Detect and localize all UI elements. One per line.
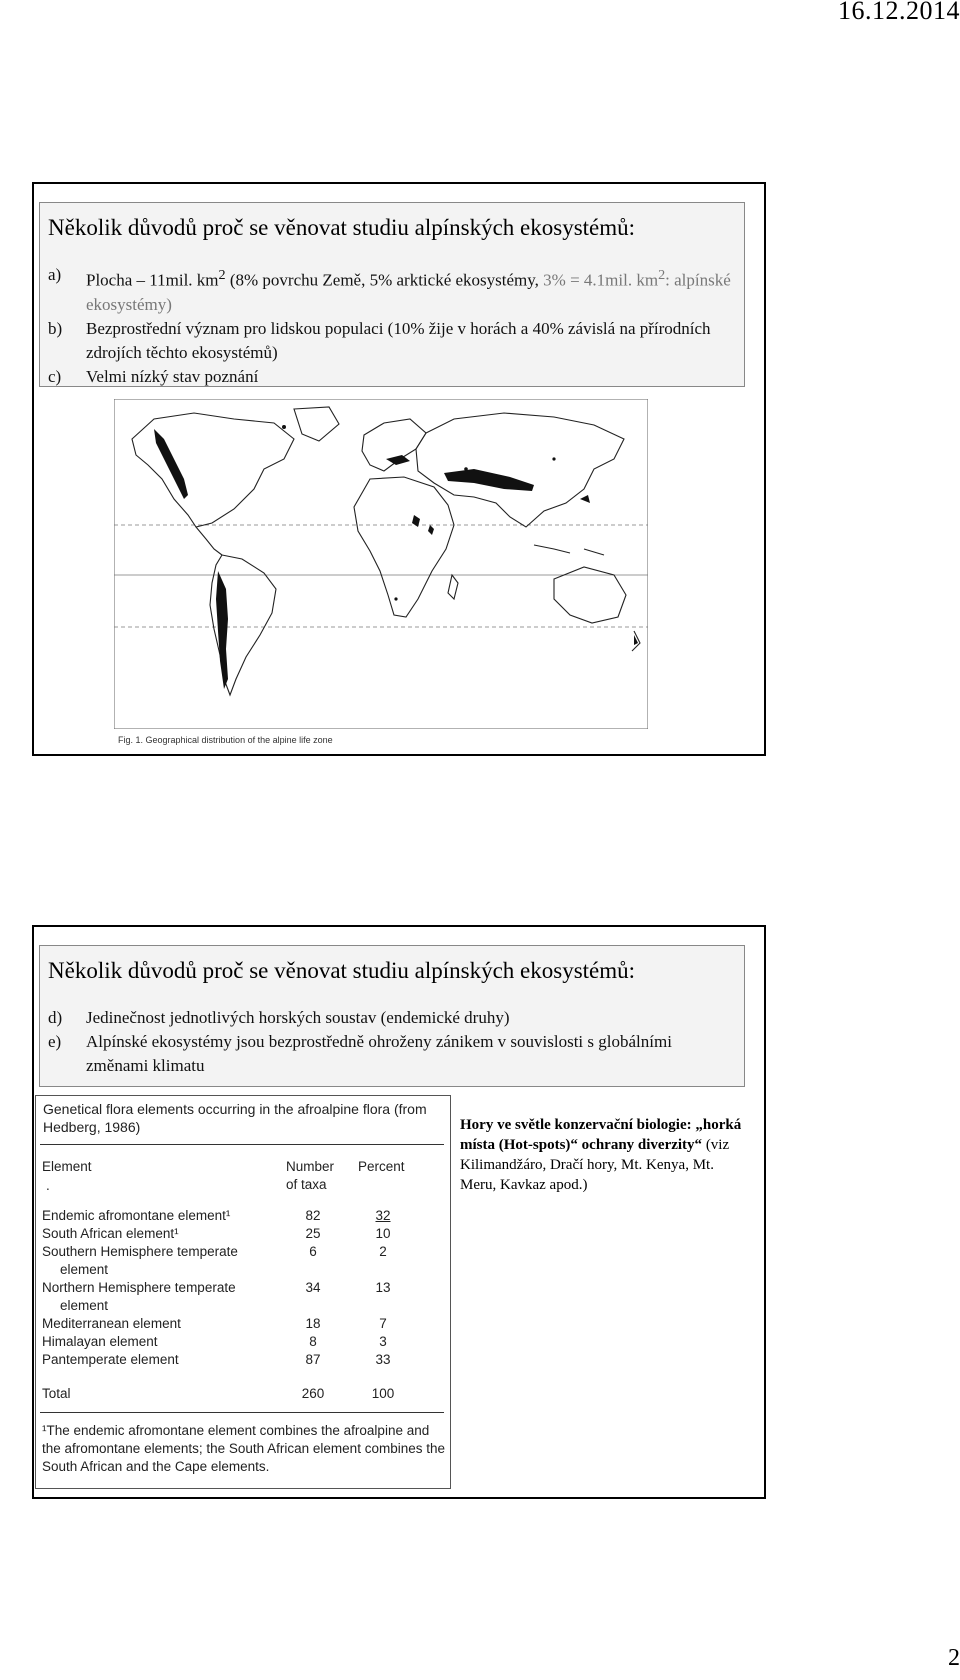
cell-percent: 7 bbox=[379, 1316, 387, 1331]
map-caption: Fig. 1. Geographical distribution of the alpine life zone bbox=[118, 735, 333, 745]
world-map-figure bbox=[114, 399, 648, 745]
table-dot: . bbox=[46, 1178, 50, 1193]
bullet-text: Alpínské ekosystémy jsou bezprostředně ohroženy zánikem v souvislosti s globálními změnami klimatu bbox=[86, 1032, 672, 1075]
bullet-a-text-end: : alpínské ekosystémy) bbox=[86, 270, 731, 314]
bullet-e bbox=[48, 1030, 736, 1078]
slide-1-text-box bbox=[39, 202, 745, 387]
table-row-continuation bbox=[40, 1262, 444, 1280]
column-header-percent: Percent bbox=[358, 1159, 405, 1174]
bullet-mark: d) bbox=[48, 1008, 63, 1027]
cell-number: 87 bbox=[305, 1352, 321, 1367]
cell-number: 18 bbox=[305, 1316, 321, 1331]
hotspots-note bbox=[460, 1115, 750, 1195]
cell-percent: 10 bbox=[375, 1226, 391, 1241]
bullet-mark: a) bbox=[48, 265, 62, 284]
superscript: 2 bbox=[218, 267, 226, 283]
superscript: 2 bbox=[658, 267, 666, 283]
flora-elements-table bbox=[35, 1095, 451, 1489]
cell-number: 34 bbox=[305, 1280, 321, 1295]
cell-element: Himalayan element bbox=[42, 1334, 158, 1349]
cell-total-percent: 100 bbox=[371, 1386, 395, 1401]
cell-percent: 33 bbox=[375, 1352, 391, 1367]
page-number: 2 bbox=[948, 1645, 960, 1671]
slide-1 bbox=[32, 182, 766, 756]
hotspots-note-text: (viz Kilimandžáro, Dračí hory, Mt. Kenya, Mt. Meru, Kavkaz apod.) bbox=[460, 1137, 730, 1193]
bullet-a-text-grey: 3% = 4.1mil. km bbox=[543, 270, 659, 290]
slide-2 bbox=[32, 925, 766, 1499]
table-footnote: ¹The endemic afromontane element combines the afroalpine and the afromontane elements; the South African element combines the South African and the Cape elements. bbox=[42, 1423, 445, 1474]
cell-number: 8 bbox=[309, 1334, 317, 1349]
bullet-b bbox=[48, 317, 736, 365]
table-total-row bbox=[40, 1386, 444, 1404]
bullet-a-text-main: Plocha – 11mil. km bbox=[86, 270, 219, 290]
bullet-a bbox=[48, 263, 736, 317]
table-row bbox=[40, 1244, 444, 1262]
cell-percent: 2 bbox=[379, 1244, 387, 1259]
cell-percent: 13 bbox=[375, 1280, 391, 1295]
hotspots-note-bold: Hory ve světle konzervační biologie: „horká místa (Hot-spots)“ ochrany diverzity“ bbox=[460, 1117, 742, 1153]
column-header-number-line2: of taxa bbox=[286, 1177, 327, 1192]
slide-2-text-box bbox=[39, 945, 745, 1087]
table-title: Genetical flora elements occurring in the afroalpine flora (from Hedberg, 1986) bbox=[43, 1101, 427, 1135]
cell-number: 6 bbox=[309, 1244, 317, 1259]
cell-element: South African element¹ bbox=[42, 1226, 179, 1241]
cell-element-line2: element bbox=[60, 1262, 109, 1277]
table-row bbox=[40, 1280, 444, 1298]
header-date: 16.12.2014 bbox=[838, 0, 960, 25]
divider bbox=[40, 1144, 444, 1145]
bullet-text bbox=[86, 263, 736, 317]
table-row bbox=[40, 1334, 444, 1352]
table-row bbox=[40, 1208, 444, 1226]
slide-1-title: Několik důvodů proč se věnovat studiu alpínských ekosystémů: bbox=[48, 215, 636, 240]
world-map-alpine-zone bbox=[114, 399, 648, 729]
bullet-text: Jedinečnost jednotlivých horských soustav (endemické druhy) bbox=[86, 1008, 510, 1027]
slide-1-bullet-list bbox=[40, 263, 744, 389]
divider bbox=[40, 1412, 444, 1413]
cell-percent: 32 bbox=[375, 1208, 391, 1223]
table-row-continuation bbox=[40, 1298, 444, 1316]
slide-2-bullet-list bbox=[40, 1006, 744, 1078]
column-header-element: Element bbox=[42, 1159, 92, 1174]
cell-number: 25 bbox=[305, 1226, 321, 1241]
cell-total-label: Total bbox=[42, 1386, 71, 1401]
bullet-text: Bezprostřední význam pro lidskou populaci (10% žije v horách a 40% závislá na přírodních zdrojích těchto ekosystémů) bbox=[86, 318, 711, 362]
column-header-number-line1: Number bbox=[286, 1159, 335, 1174]
table-row bbox=[40, 1352, 444, 1370]
bullet-c bbox=[48, 365, 736, 389]
bullet-mark: e) bbox=[48, 1032, 62, 1051]
bullet-a-text-mid: (8% povrchu Země, 5% arktické ekosystémy, bbox=[225, 270, 544, 290]
table-row bbox=[40, 1316, 444, 1334]
cell-element: Pantemperate element bbox=[42, 1352, 179, 1367]
slide-2-title: Několik důvodů proč se věnovat studiu alpínských ekosystémů: bbox=[48, 958, 636, 983]
column-header-number bbox=[286, 1158, 334, 1194]
table-row bbox=[40, 1226, 444, 1244]
cell-element-line2: element bbox=[60, 1298, 109, 1313]
bullet-text: Velmi nízký stav poznání bbox=[86, 366, 259, 386]
cell-number: 82 bbox=[305, 1208, 321, 1223]
cell-element: Northern Hemisphere temperate bbox=[42, 1280, 236, 1295]
bullet-mark: b) bbox=[48, 318, 63, 338]
cell-total-number: 260 bbox=[301, 1386, 325, 1401]
cell-element: Endemic afromontane element¹ bbox=[42, 1208, 231, 1223]
cell-percent: 3 bbox=[379, 1334, 387, 1349]
cell-element: Southern Hemisphere temperate bbox=[42, 1244, 238, 1259]
cell-element: Mediterranean element bbox=[42, 1316, 181, 1331]
bullet-mark: c) bbox=[48, 366, 62, 386]
bullet-d bbox=[48, 1006, 736, 1030]
